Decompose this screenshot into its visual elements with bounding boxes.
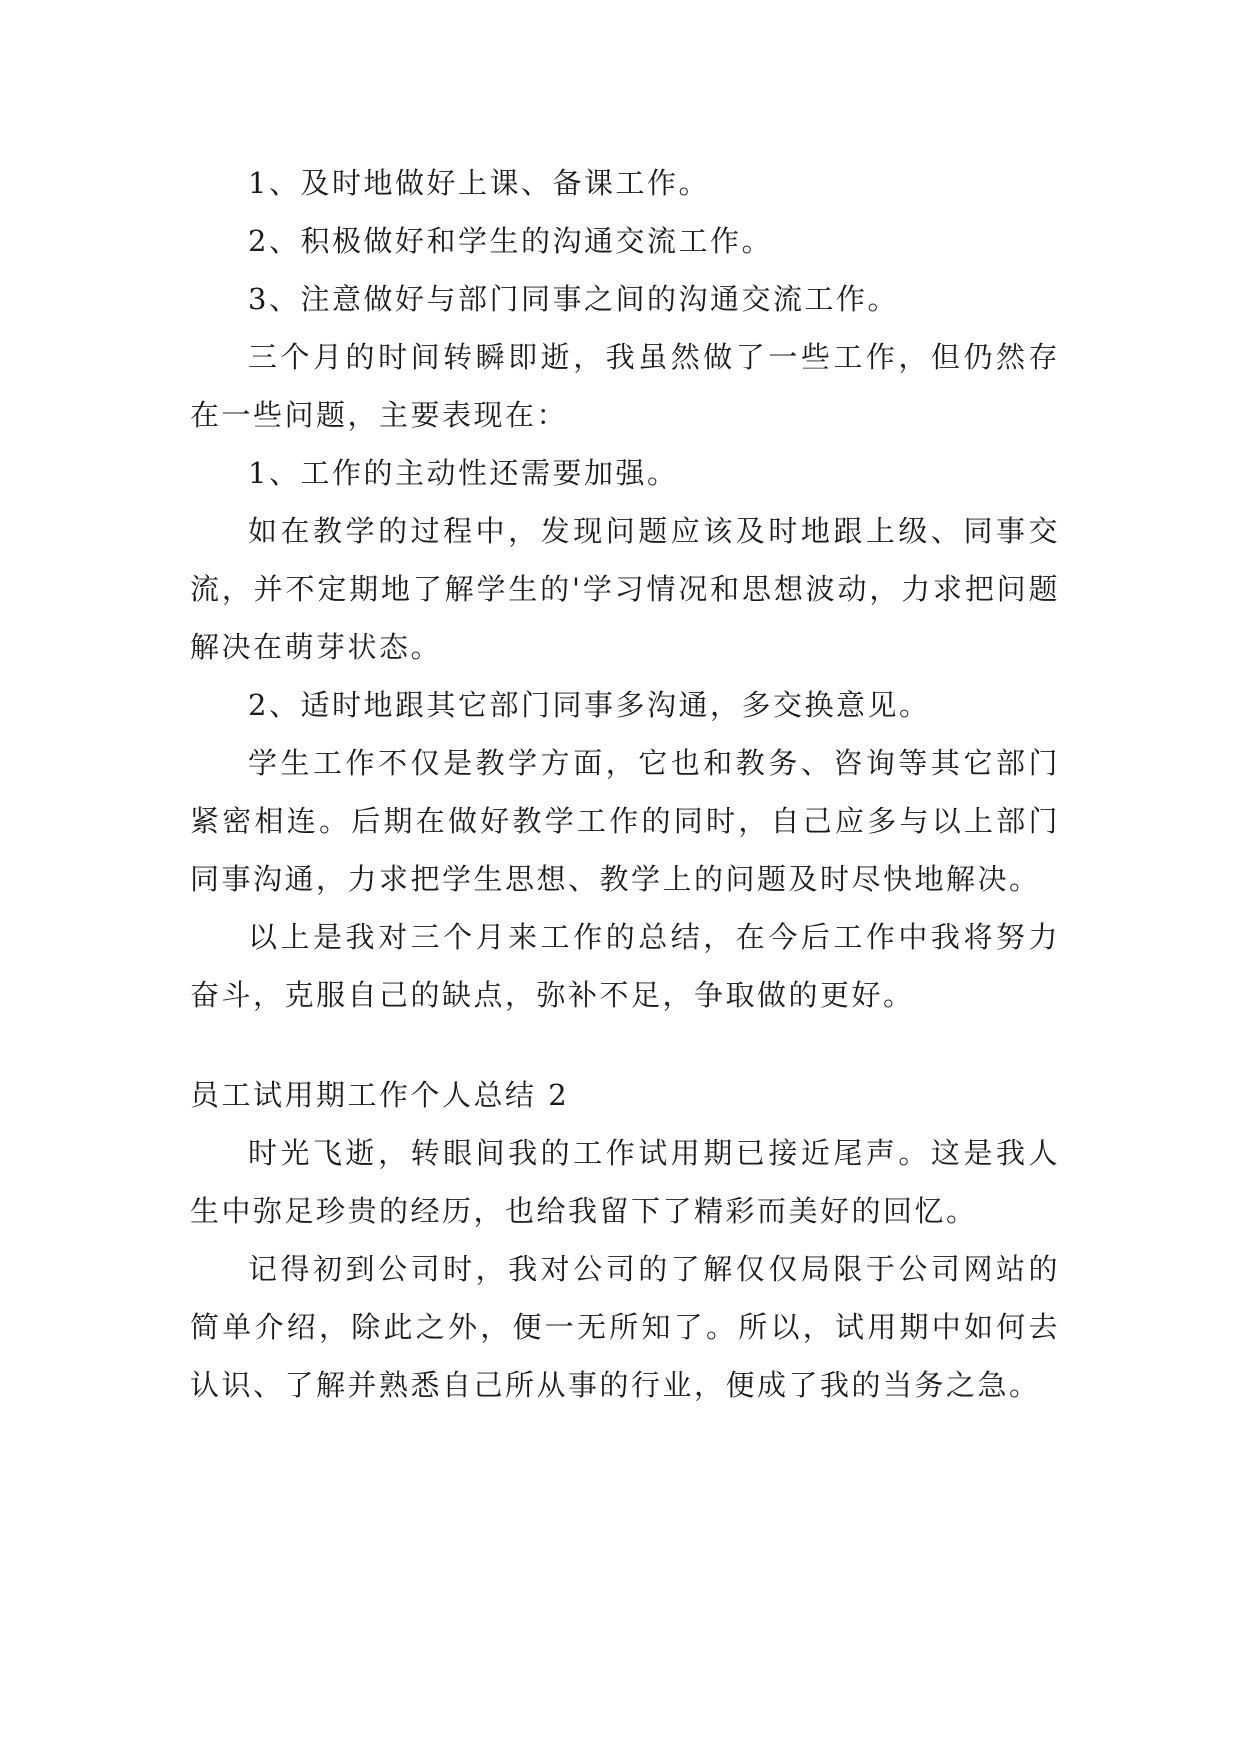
- document-body: [190, 154, 1060, 1414]
- paragraph-item-3: 3、注意做好与部门同事之间的沟通交流工作。: [248, 282, 899, 316]
- paragraph-problem-1: 1、工作的主动性还需要加强。: [248, 456, 679, 490]
- paragraph-problem-2-detail: 学生工作不仅是教学方面，它也和教务、咨询等其它部门紧密相连。后期在做好教学工作的同时，自己应多与以上部门同事沟通，力求把学生思想、教学上的问题及时尽快地解决。: [190, 746, 1060, 896]
- paragraph-conclusion: 以上是我对三个月来工作的总结，在今后工作中我将努力奋斗，克服自己的缺点，弥补不足，争取做的更好。: [190, 920, 1060, 1012]
- paragraph-problem-1-detail: 如在教学的过程中，发现问题应该及时地跟上级、同事交流，并不定期地了解学生的'学习情况和思想波动，力求把问题解决在萌芽状态。: [190, 514, 1060, 664]
- paragraph-section2-intro: 时光飞逝，转眼间我的工作试用期已接近尾声。这是我人生中弥足珍贵的经历，也给我留下了精彩而美好的回忆。: [190, 1136, 1060, 1228]
- paragraph-item-2: 2、积极做好和学生的沟通交流工作。: [248, 224, 773, 258]
- paragraph-problem-2: 2、适时地跟其它部门同事多沟通，多交换意见。: [248, 688, 931, 722]
- paragraph-section2-body: 记得初到公司时，我对公司的了解仅仅局限于公司网站的简单介绍，除此之外，便一无所知了。所以，试用期中如何去认识、了解并熟悉自己所从事的行业，便成了我的当务之急。: [190, 1252, 1060, 1402]
- section-heading: 员工试用期工作个人总结 2: [190, 1078, 570, 1112]
- paragraph-item-1: 1、及时地做好上课、备课工作。: [248, 166, 710, 200]
- paragraph-problems-intro: 三个月的时间转瞬即逝，我虽然做了一些工作，但仍然存在一些问题，主要表现在：: [190, 340, 1060, 432]
